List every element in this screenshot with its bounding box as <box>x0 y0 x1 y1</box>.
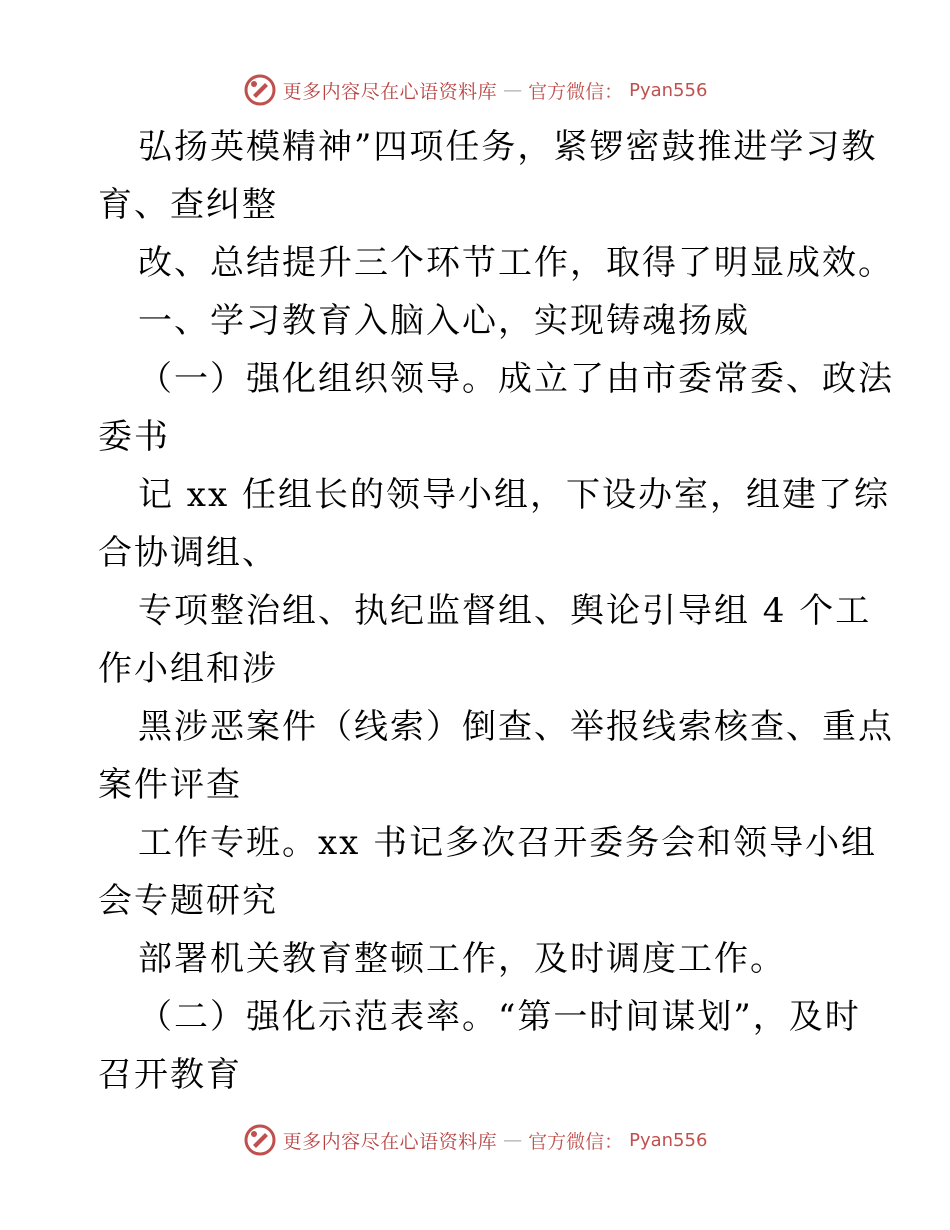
watermark-brand: 更多内容尽在心语资料库 <box>282 1130 498 1153</box>
watermark-dash: — <box>503 79 523 101</box>
footer-watermark <box>0 1120 950 1160</box>
section-heading: 一、学习教育入脑入心，实现铸魂扬威 <box>138 301 750 341</box>
text-line: （一）强化组织领导。成立了由市委常委、政法 <box>138 359 894 399</box>
text-line: 黑涉恶案件（线索）倒查、举报线索核查、重点 <box>138 707 894 747</box>
text-line: 工作专班。xx 书记多次召开委务会和领导小组 <box>138 823 878 863</box>
text-line: 会专题研究 <box>98 881 278 921</box>
watermark-contact-id: Pyan556 <box>629 79 708 101</box>
document-body <box>98 118 894 1104</box>
text-line: 弘扬英模精神”四项任务，紧锣密鼓推进学习教 <box>138 127 878 167</box>
watermark-dash: — <box>503 1129 523 1151</box>
text-line: 合协调组、 <box>98 533 278 573</box>
text-line: 委书 <box>98 417 170 457</box>
header-watermark <box>0 70 950 110</box>
text-line: （二）强化示范表率。“第一时间谋划”，及时 <box>138 997 861 1037</box>
text-line: 作小组和涉 <box>98 649 278 689</box>
brand-logo-icon <box>243 73 277 107</box>
text-line: 召开教育 <box>98 1055 242 1095</box>
text-line: 案件评查 <box>98 765 242 805</box>
watermark-brand: 更多内容尽在心语资料库 <box>282 80 498 103</box>
brand-logo-icon <box>243 1123 277 1157</box>
watermark-contact-id: Pyan556 <box>629 1129 708 1151</box>
text-line: 记 xx 任组长的领导小组，下设办室，组建了综 <box>138 475 890 515</box>
text-line: 改、总结提升三个环节工作，取得了明显成效。 <box>138 243 894 283</box>
text-line: 部署机关教育整顿工作，及时调度工作。 <box>138 939 786 979</box>
text-line: 育、查纠整 <box>98 185 278 225</box>
watermark-contact-label: 官方微信： <box>528 80 624 103</box>
watermark-contact-label: 官方微信： <box>528 1130 624 1153</box>
text-line: 专项整治组、执纪监督组、舆论引导组 4 个工 <box>138 591 872 631</box>
